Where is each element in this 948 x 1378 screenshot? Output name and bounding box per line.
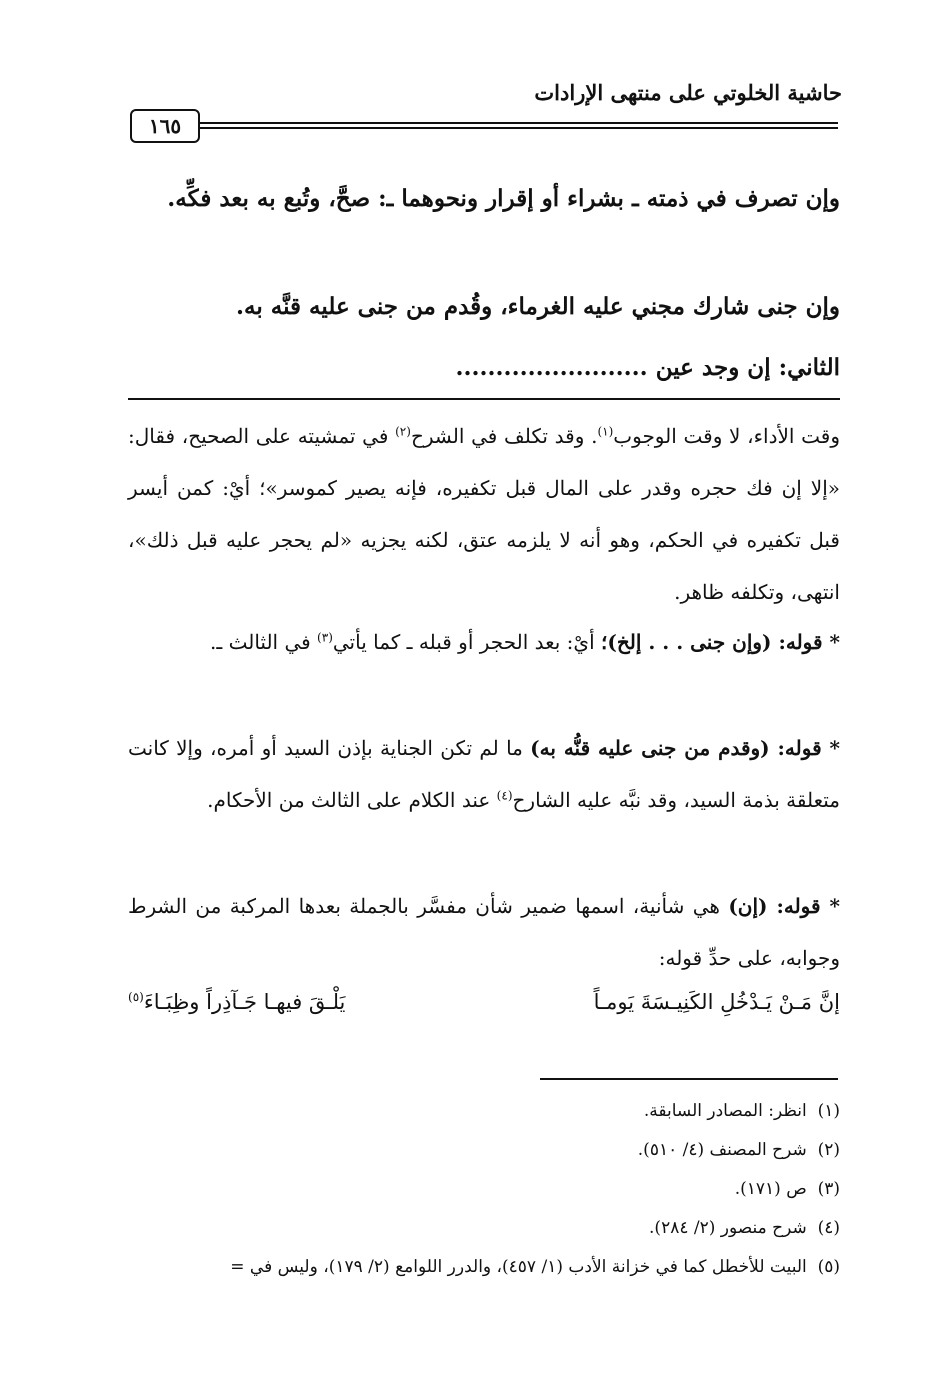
commentary-text bbox=[128, 880, 840, 984]
commentary-fragment: في الثالث ـ. bbox=[210, 630, 318, 654]
commentary-fragment: هي شأنية، اسمها ضمير شأن مفسَّر بالجملة بعدها المركبة من الشرط وجوابه، على حدِّ قوله: bbox=[128, 894, 840, 970]
commentary-text bbox=[128, 410, 840, 618]
main-text-paragraph-3 bbox=[128, 338, 840, 398]
ellipsis-dots: ........................ bbox=[455, 354, 648, 381]
footnote-item bbox=[128, 1209, 840, 1248]
commentary-text bbox=[128, 722, 840, 826]
footnote-item bbox=[128, 1092, 840, 1131]
commentary-paragraph-1 bbox=[128, 410, 840, 618]
footnote-separator bbox=[540, 1078, 838, 1080]
commentary-lemma: * قوله: (وقدم من جنى عليه قنُّه به) bbox=[530, 736, 840, 760]
text-commentary-separator bbox=[128, 398, 840, 400]
main-text-line: وإن جنى شارك مجني عليه الغرماء، وقُدم من جنى عليه قنَّه به. bbox=[236, 293, 840, 320]
footnote-item bbox=[128, 1131, 840, 1170]
commentary-fragment: في تمشيته على الصحيح، فقال: «إلا إن فك حجره وقدر على المال قبل تكفيره، فإنه يصير كموسر»؛ أيْ: كمن أيسر قبل تكفيره في الحكم، وهو أنه لا يلزمه عتق، لكنه يجزيه «لم يحجر عليه قبل ذلك»، انتهى، وتكلفه ظاهر. bbox=[128, 424, 840, 604]
main-text-paragraph-1 bbox=[128, 163, 840, 235]
commentary-paragraph-2 bbox=[128, 616, 840, 668]
footnote-text: انظر: المصادر السابقة. bbox=[643, 1101, 807, 1121]
header-rule-bottom bbox=[198, 127, 838, 129]
footnote-number: (٤) bbox=[817, 1218, 840, 1238]
poetry-verse bbox=[128, 990, 840, 1040]
footnote-number: (١) bbox=[817, 1101, 840, 1121]
footnote-item bbox=[128, 1170, 840, 1209]
commentary-lemma: * قوله: (إن) bbox=[728, 894, 840, 918]
footnote-text: البيت للأخطل كما في خزانة الأدب (١/ ٤٥٧)، والدرر اللوامع (٢/ ١٧٩)، وليس في = bbox=[230, 1257, 807, 1277]
header-rule-top bbox=[198, 122, 838, 124]
running-header-title: حاشية الخلوتي على منتهى الإرادات bbox=[534, 80, 842, 105]
footnote-ref: (٥) bbox=[128, 990, 144, 1004]
commentary-paragraph-3 bbox=[128, 722, 840, 826]
footnote-text: شرح منصور (٢/ ٢٨٤). bbox=[649, 1218, 807, 1238]
main-text-paragraph-2 bbox=[128, 277, 840, 337]
commentary-fragment: عند الكلام على الثالث من الأحكام. bbox=[207, 788, 497, 812]
footnote-ref: (٣) bbox=[317, 630, 333, 645]
verse-hemistich-1: إنَّ مَـنْ يَـدْخُلِ الكَنِيـسَةَ يَومـاً bbox=[593, 990, 840, 1014]
page-number: ١٦٥ bbox=[130, 109, 200, 143]
commentary-fragment: أيْ: بعد الحجر أو قبله ـ كما يأتي bbox=[332, 630, 601, 654]
main-text-fragment: الثاني: إن وجد عين bbox=[655, 354, 840, 381]
commentary-fragment: . وقد تكلف في الشرح bbox=[410, 424, 598, 448]
footnote-ref: (٢) bbox=[395, 424, 411, 439]
footnote-ref: (١) bbox=[597, 424, 614, 439]
footnote-text: شرح المصنف (٤/ ٥١٠). bbox=[637, 1140, 807, 1160]
footnote-number: (٣) bbox=[817, 1179, 840, 1199]
commentary-text bbox=[128, 616, 840, 668]
footnote-text: ص (١٧١). bbox=[734, 1179, 807, 1199]
commentary-fragment: ما لم تكن الجناية بإذن السيد أو أمره، وإلا كانت متعلقة بذمة السيد، وقد نبَّه عليه الشارح bbox=[128, 736, 840, 812]
footnotes bbox=[128, 1092, 840, 1287]
commentary-fragment: وقت الأداء، لا وقت الوجوب bbox=[613, 424, 841, 448]
footnote-number: (٢) bbox=[817, 1140, 840, 1160]
footnote-item bbox=[128, 1248, 840, 1287]
verse-text: يَلْـقَ فيهـا جَـآذِراً وظِبَـاءَ bbox=[143, 990, 346, 1014]
footnote-number: (٥) bbox=[817, 1257, 840, 1277]
main-text-line bbox=[128, 338, 840, 398]
verse-hemistich-2 bbox=[128, 990, 345, 1014]
main-text-line: وإن تصرف في ذمته ـ بشراء أو إقرار ونحوهما ـ: صحَّ، وتُبع به بعد فكِّه. bbox=[167, 185, 840, 212]
footnote-ref: (٤) bbox=[496, 788, 513, 803]
commentary-lemma: * قوله: (وإن جنى . . . إلخ)؛ bbox=[601, 630, 840, 654]
commentary-paragraph-4 bbox=[128, 880, 840, 984]
